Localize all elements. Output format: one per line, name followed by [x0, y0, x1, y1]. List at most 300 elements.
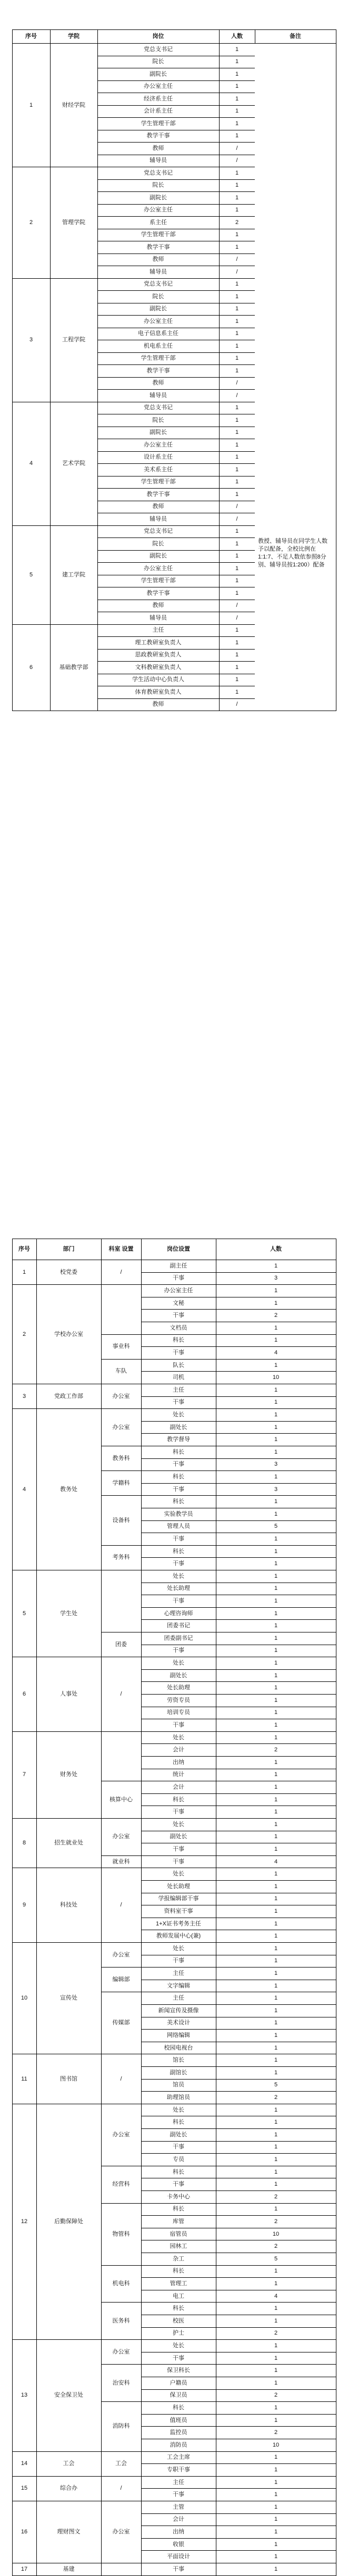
t1-post: 党总支书记: [144, 281, 173, 288]
t1-count: 1: [235, 565, 239, 572]
t2-count: 1: [274, 1536, 278, 1542]
t1-count: 1: [235, 577, 239, 584]
t1-header-2: 岗位: [152, 33, 164, 39]
t1-post: 办公室主任: [144, 441, 173, 448]
t2-post: 干事: [173, 1647, 184, 1654]
t1-count: 1: [235, 355, 239, 362]
t2-count: 3: [274, 1486, 278, 1493]
t2-post: 心理咨询师: [164, 1610, 193, 1617]
t2-post: 处长: [173, 2342, 184, 2349]
t2-post: 副处长: [170, 1833, 187, 1840]
t2-group-no: 3: [22, 1393, 26, 1399]
t2-post: 护士: [173, 2330, 184, 2337]
t1-header-3: 人数: [231, 33, 243, 39]
t2-count: 1: [274, 1796, 278, 1803]
t1-post: 教师: [152, 602, 164, 609]
t2-dept-name: 学校办公室: [54, 1331, 83, 1337]
t2-row-line: [141, 2190, 336, 2191]
t1-count: /: [236, 380, 238, 387]
t1-count: 1: [235, 318, 239, 324]
t2-section-name: 工会: [115, 2460, 127, 2467]
t1-college-name: 工程学院: [62, 337, 85, 343]
t1-college-name: 财经学院: [62, 102, 85, 108]
t2-count: 1: [274, 2379, 278, 2386]
t2-post: 电工: [173, 2293, 184, 2299]
t2-count: 2: [274, 2218, 278, 2225]
t2-count: 1: [274, 2106, 278, 2113]
t2-post: 文秘: [173, 1300, 184, 1306]
t1-count: 1: [235, 688, 239, 695]
t2-group-line: [12, 2451, 336, 2452]
t2-count: 1: [274, 1821, 278, 1828]
t1-post: 辅导员: [150, 614, 167, 621]
t1-row-line: [97, 191, 255, 192]
t2-count: 1: [274, 1945, 278, 1952]
t2-count: 1: [274, 2057, 278, 2064]
t2-post: 平面设计: [167, 2553, 190, 2560]
t2-left-line: [12, 1239, 13, 2575]
t1-post: 学生管理干部: [141, 231, 176, 238]
t2-row-line: [141, 2215, 336, 2216]
t1-post: 教师: [152, 503, 164, 510]
t1-count: 1: [235, 120, 239, 127]
t2-post: 科长: [173, 1474, 184, 1480]
t2-count: 3: [274, 1275, 278, 1282]
t1-post: 教学干事: [146, 244, 170, 250]
t1-group-no: 3: [29, 337, 33, 343]
t2-row-line: [141, 2004, 336, 2005]
t1-row-line: [97, 315, 255, 316]
t2-section-line: [101, 2203, 336, 2204]
t2-row-line: [141, 2550, 336, 2551]
t1-count: 1: [235, 95, 239, 102]
t2-post: 干事: [173, 1722, 184, 1728]
t2-post: 消防员: [170, 2441, 187, 2448]
t1-group-no: 4: [29, 460, 33, 466]
t2-count: 1: [274, 2144, 278, 2151]
t2-post: 馆员: [173, 2082, 184, 2088]
t1-post: 党总支书记: [144, 528, 173, 535]
t1-count: 1: [235, 342, 239, 349]
t2-count: 1: [274, 1958, 278, 1964]
t2-count: 1: [274, 1685, 278, 1691]
t2-post: 文字编辑: [167, 1982, 190, 1989]
t2-count: 1: [274, 2280, 278, 2287]
t2-post: 文档员: [170, 1324, 187, 1331]
t1-post: 学生管理干部: [141, 120, 176, 127]
t1-post: 院长: [152, 182, 164, 189]
t1-count: 1: [235, 306, 239, 312]
t2-dept-name: 工会: [63, 2460, 75, 2467]
t2-dept-name: 校党委: [60, 1269, 77, 1275]
t2-count: 1: [274, 1573, 278, 1579]
t2-post: 园林工: [170, 2243, 187, 2250]
t2-post: 馆长: [173, 2057, 184, 2064]
t1-count: 1: [235, 194, 239, 201]
t2-section-name: /: [120, 1269, 122, 1275]
t2-count: 1: [274, 1610, 278, 1617]
t1-count: 1: [235, 58, 239, 65]
t2-post: 科长: [173, 2305, 184, 2312]
t2-section-name: 物管科: [112, 2230, 130, 2237]
t2-post: 团委副书记: [164, 1635, 193, 1641]
t2-post: 副处长: [170, 2131, 187, 2138]
t2-count: 1: [274, 2516, 278, 2523]
t1-col-line: [50, 29, 51, 711]
t1-post: 院长: [152, 58, 164, 65]
t1-row-line: [97, 463, 255, 464]
t2-header-4: 人数: [270, 1246, 282, 1252]
t1-post: 教学干事: [146, 367, 170, 374]
t1-post: 办公室主任: [144, 83, 173, 90]
t2-count: 1: [274, 1510, 278, 1517]
t2-col-line: [101, 1239, 102, 2575]
t2-row-line: [141, 1619, 336, 1620]
t2-header-3: 岗位设置: [167, 1246, 190, 1252]
t2-count: 1: [274, 1908, 278, 1914]
t2-post: 出纳: [173, 1759, 184, 1766]
t2-col-line: [141, 1239, 142, 2575]
t2-post: 干事: [173, 1560, 184, 1567]
t2-group-no: 13: [21, 2392, 28, 2399]
t2-count: 1: [274, 1933, 278, 1940]
t2-post: 管理人员: [167, 1523, 190, 1530]
t2-section-name: 办公室: [112, 1393, 130, 1399]
t1-count: /: [236, 157, 238, 164]
t2-count: 1: [274, 2032, 278, 2039]
t2-count: 1: [274, 2044, 278, 2051]
t2-dept-name: 综合办: [60, 2485, 77, 2492]
t2-row-line: [141, 1421, 336, 1422]
t2-group-no: 2: [22, 1331, 26, 1337]
t2-dept-name: 人事处: [60, 1691, 77, 1697]
t2-section-name: 办公室: [112, 2529, 130, 2535]
t2-post: 办公室主任: [164, 1287, 193, 1294]
t1-row-line: [97, 352, 255, 353]
t2-count: 1: [274, 2479, 278, 2486]
t2-count: 1: [274, 2069, 278, 2076]
t2-row-line: [141, 2141, 336, 2142]
t2-count: 1: [274, 1709, 278, 1716]
t2-row-line: [141, 2463, 336, 2464]
t2-count: 1: [274, 1287, 278, 1294]
t2-post: 专职干事: [167, 2467, 190, 2473]
t1-count: /: [236, 503, 238, 510]
t2-count: 2: [274, 1312, 278, 1319]
t2-row-line: [141, 1756, 336, 1757]
t2-count: 1: [274, 2503, 278, 2510]
t2-section-line: [101, 1495, 336, 1496]
t1-post: 办公室主任: [144, 565, 173, 572]
t2-group-no: 8: [22, 1840, 26, 1847]
t1-count: 1: [235, 133, 239, 139]
t2-count: 1: [274, 1300, 278, 1306]
t2-post: 科长: [173, 1337, 184, 1344]
t1-row-line: [97, 649, 255, 650]
t1-post: 文科教研室负责人: [135, 664, 182, 671]
t1-row-line: [97, 661, 255, 662]
t1-count: /: [236, 701, 238, 708]
t2-post: 培训专员: [167, 1709, 190, 1716]
t2-section-line: [101, 2265, 336, 2266]
t2-count: 1: [274, 1995, 278, 2002]
t2-col-line: [36, 1239, 37, 2575]
t2-count: 1: [274, 2342, 278, 2349]
t2-post: 会计: [173, 1747, 184, 1753]
t2-post: 处长: [173, 1821, 184, 1828]
t2-header-1: 部门: [63, 1246, 75, 1252]
t1-count: 1: [235, 417, 239, 423]
t2-post: 处长: [173, 1734, 184, 1741]
t2-post: 新闻宣传及摄像: [158, 2007, 199, 2014]
t1-college-name: 艺术学院: [62, 460, 85, 466]
t2-count: 1: [274, 1647, 278, 1654]
t1-group-no: 5: [29, 571, 33, 578]
t2-dept-name: 教务处: [60, 1486, 77, 1493]
t2-count: 1: [274, 1833, 278, 1840]
t1-post: 办公室主任: [144, 318, 173, 324]
t1-count: 1: [235, 466, 239, 473]
t2-count: 5: [274, 2082, 278, 2088]
t1-row-line: [97, 550, 255, 551]
t2-header-0: 序号: [18, 1246, 30, 1252]
t2-post: 干事: [173, 1598, 184, 1604]
t2-count: 1: [274, 1970, 278, 1976]
t1-row-line: [97, 636, 255, 637]
t2-post: 保卫科长: [167, 2367, 190, 2374]
t2-row-line: [141, 1694, 336, 1695]
t2-group-no: 15: [21, 2485, 28, 2492]
t2-section-name: /: [120, 1691, 122, 1697]
t1-post: 院长: [152, 293, 164, 300]
t2-count: 1: [274, 1399, 278, 1406]
t2-post: 库管: [173, 2218, 184, 2225]
t1-count: 1: [235, 528, 239, 535]
t2-post: 科长: [173, 2168, 184, 2175]
t2-post: 1+X证书考务主任: [156, 1920, 201, 1927]
t2-row-line: [141, 2426, 336, 2427]
t1-row-line: [97, 253, 255, 254]
t2-row-line: [141, 1346, 336, 1347]
t1-post: 美术系主任: [144, 466, 173, 473]
t2-count: 4: [274, 2293, 278, 2299]
t2-post: 主任: [173, 1995, 184, 2002]
t2-group-line: [12, 1284, 336, 1285]
t1-college-name: 基础教学部: [59, 664, 88, 671]
t1-header-0: 序号: [25, 33, 37, 39]
t2-count: 1: [274, 1672, 278, 1679]
t1-post: 教学干事: [146, 590, 170, 596]
t2-post: 校医: [173, 2317, 184, 2324]
t2-post: 主任: [173, 2479, 184, 2486]
t2-row-line: [141, 1371, 336, 1372]
t2-section-line: [101, 1545, 336, 1546]
t2-row-line: [141, 1520, 336, 1521]
t2-row-line: [141, 2327, 336, 2328]
t2-post: 监控员: [170, 2429, 187, 2436]
t2-post: 科长: [173, 1498, 184, 1505]
t2-post: 处长: [173, 1660, 184, 1666]
t2-post: 科长: [173, 2119, 184, 2126]
t2-dept-name: 宣传处: [60, 1995, 77, 2002]
t2-count: 1: [274, 2491, 278, 2498]
t1-post: 党总支书记: [144, 169, 173, 176]
t2-count: 1: [274, 1895, 278, 1902]
t2-section-name: 办公室: [112, 1951, 130, 1958]
t2-row-line: [141, 2277, 336, 2278]
t2-row-line: [141, 2091, 336, 2092]
t2-group-no: 14: [21, 2460, 28, 2467]
t2-post: 科长: [173, 2405, 184, 2411]
t2-count: 2: [274, 2330, 278, 2337]
t2-post: 宿管员: [170, 2230, 187, 2237]
t1-top-line: [12, 29, 336, 30]
t2-row-line: [141, 1396, 336, 1397]
t2-row-line: [141, 1743, 336, 1744]
t2-post: 处长: [173, 1871, 184, 1878]
t2-count: 1: [274, 2168, 278, 2175]
t2-row-line: [141, 2079, 336, 2080]
t2-count: 1: [274, 1598, 278, 1604]
t2-group-no: 11: [21, 2075, 27, 2082]
t2-count: 1: [274, 1474, 278, 1480]
t2-count: 1: [274, 1585, 278, 1592]
t1-post: 学生管理干部: [141, 479, 176, 485]
t2-group-line: [12, 2575, 336, 2576]
t2-row-line: [141, 2414, 336, 2415]
t1-post: 会计系主任: [144, 108, 173, 115]
t2-post: 团委书记: [167, 1622, 190, 1629]
t2-post: 出纳: [173, 2529, 184, 2535]
t1-header-4: 备注: [290, 33, 301, 39]
t1-post: 副院长: [150, 306, 167, 312]
t2-group-no: 4: [22, 1486, 26, 1493]
t2-count: 2: [274, 2243, 278, 2250]
t2-post: 处长助理: [167, 1685, 190, 1691]
t2-post: 资料室干事: [164, 1908, 193, 1914]
t2-count: 1: [274, 2467, 278, 2473]
t2-group-no: 17: [21, 2565, 28, 2572]
t1-post: 教师: [152, 256, 164, 263]
t2-post: 管理工: [170, 2280, 187, 2287]
t2-section-name: 传媒部: [112, 2020, 130, 2026]
t1-count: 1: [235, 207, 239, 214]
t2-count: 2: [274, 2094, 278, 2101]
t2-count: 10: [272, 2441, 280, 2448]
t1-post: 副院长: [150, 70, 167, 77]
t2-group-line: [12, 1731, 336, 1732]
t1-count: 1: [235, 182, 239, 189]
t1-count: /: [236, 268, 238, 275]
t2-count: 1: [274, 2565, 278, 2572]
t2-count: 1: [274, 2119, 278, 2126]
t2-section-name: 就业科: [112, 1858, 130, 1865]
t2-group-line: [12, 1818, 336, 1819]
t1-count: 1: [235, 46, 239, 53]
t1-post: 教学干事: [146, 491, 170, 498]
t2-count: 1: [274, 2181, 278, 2188]
t2-post: 网络编辑: [167, 2032, 190, 2039]
t1-row-line: [97, 179, 255, 180]
t1-row-line: [97, 142, 255, 143]
t1-count: 1: [235, 639, 239, 646]
t2-section-name: 设备科: [112, 1517, 130, 1524]
t2-section-name: /: [120, 1902, 122, 1909]
t2-count: 1: [274, 1262, 278, 1269]
t1-header-line: [12, 43, 336, 44]
t1-post: 经济系主任: [144, 95, 173, 102]
t2-count: 1: [274, 2305, 278, 2312]
t2-count: 2: [274, 2429, 278, 2436]
t2-post: 干事: [173, 2565, 184, 2572]
t1-row-line: [97, 117, 255, 118]
t2-post: 干事: [173, 2181, 184, 2188]
t1-count: 1: [235, 429, 239, 436]
t2-group-no: 6: [22, 1691, 26, 1697]
t2-group-no: 7: [22, 1771, 26, 1778]
t2-count: 1: [274, 2268, 278, 2275]
t2-group-no: 12: [21, 2218, 28, 2225]
t1-header-1: 学院: [68, 33, 79, 39]
t1-row-line: [97, 204, 255, 205]
t2-dept-name: 财务处: [60, 1771, 77, 1778]
t2-post: 干事: [173, 1461, 184, 1468]
t1-post: 思政教研室负责人: [135, 652, 182, 658]
t2-post: 卡务中心: [167, 2193, 190, 2200]
t2-post: 处长助理: [167, 1883, 190, 1890]
t2-post: 会计: [173, 1784, 184, 1790]
t1-post: 电子信息系主任: [138, 330, 178, 337]
t2-count: 5: [274, 2255, 278, 2262]
t2-count: 1: [274, 1448, 278, 1455]
t1-post: 教学干事: [146, 133, 170, 139]
t2-section-name: /: [120, 2075, 122, 2082]
t1-post: 院长: [152, 540, 164, 547]
t2-count: 1: [274, 2367, 278, 2374]
t2-section-name: 机电科: [112, 2280, 130, 2287]
t1-count: 1: [235, 231, 239, 238]
t2-count: 1: [274, 1622, 278, 1629]
t1-row-line: [97, 105, 255, 106]
t2-row-line: [141, 2029, 336, 2030]
t1-count: /: [236, 614, 238, 621]
t2-post: 处长助理: [167, 1585, 190, 1592]
t1-college-name: 建工学院: [62, 571, 85, 578]
t2-count: 1: [274, 1337, 278, 1344]
t2-count: 1: [274, 1412, 278, 1418]
t1-remark-note: 教授、辅导员在同学生人数予以配备，全校比例在1:1:7、不足人数依参照8分别、辅导员按1:200）配备: [258, 538, 327, 568]
t2-post: 学报编辑部干事: [158, 1895, 199, 1902]
t2-section-name: 经营科: [112, 2181, 130, 2188]
t1-count: 1: [235, 676, 239, 683]
t2-post: 主任: [173, 1970, 184, 1976]
t2-count: 1: [274, 2020, 278, 2026]
t2-post: 处长: [173, 1573, 184, 1579]
t2-count: 1: [274, 2131, 278, 2138]
t2-post: 劳资专员: [167, 1697, 190, 1703]
t1-count: 1: [235, 652, 239, 658]
t2-post: 校园电视台: [164, 2044, 193, 2051]
t2-row-line: [141, 1880, 336, 1881]
t1-row-line: [97, 451, 255, 452]
t2-section-name: 医务科: [112, 2317, 130, 2324]
t2-count: 1: [274, 1784, 278, 1790]
t2-count: 1: [274, 2355, 278, 2361]
t2-post: 户籍员: [170, 2379, 187, 2386]
t2-count: 1: [274, 1548, 278, 1555]
t1-post: 设计系主任: [144, 454, 173, 461]
t2-dept-name: 安全保卫处: [54, 2392, 83, 2399]
